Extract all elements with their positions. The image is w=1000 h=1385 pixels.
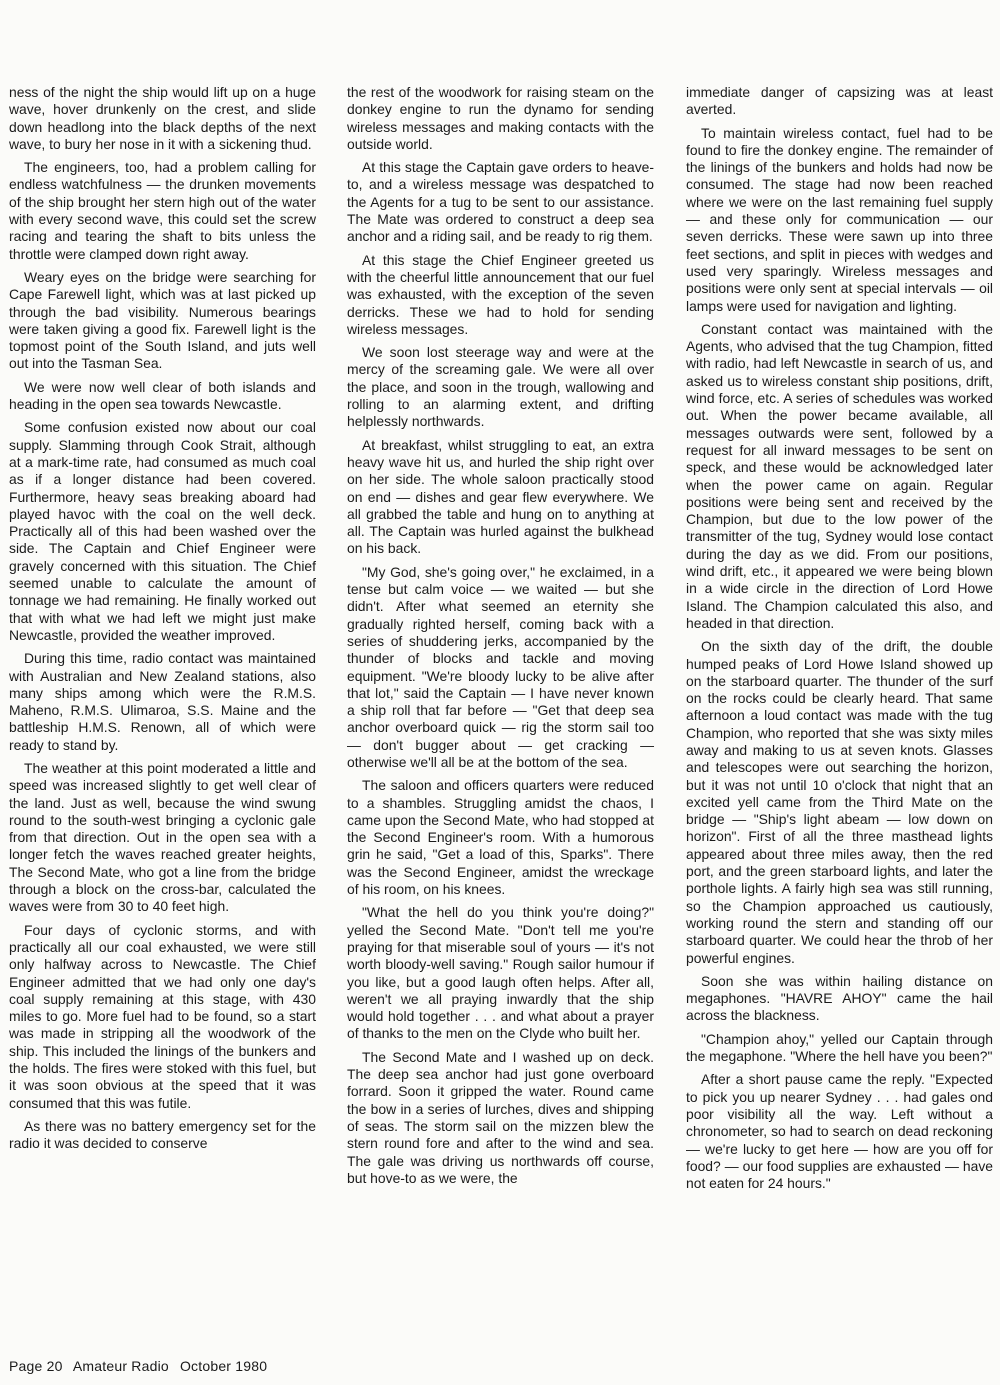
- paragraph: "What the hell do you think you're doing?" yelled the Second Mate. "Don't tell me you're praying for that miserable soul of yours — it's not worth bloody-well saving." Rough sailor humour if you like, but a good laugh often helps. After all, weren't we all praying inwardly that the ship would hold together . . . and what about a prayer of thanks to the men on the Clyde who built her.: [347, 904, 654, 1042]
- paragraph: To maintain wireless contact, fuel had to be found to fire the donkey engine. The remainder of the linings of the bunkers and holds had now be consumed. The stage had now been reached where we were on the last remaining fuel supply — and these only for communication — our seven derricks. These were sawn up into three feet sections, and split in pieces with wedges and used very sparingly. Wireless messages and positions were only sent at special intervals — oil lamps were used for navigation and lighting.: [686, 124, 993, 314]
- paragraph: At breakfast, whilst struggling to eat, an extra heavy wave hit us, and hurled the ship right over on her side. The whole saloon practically stood on end — dishes and gear flew everywhere. We all grabbed the table and hung on to anything at all. The Captain was hurled against the bulkhead on his back.: [347, 436, 654, 557]
- text-column-2: [347, 84, 654, 1193]
- paragraph: During this time, radio contact was maintained with Australian and New Zealand stations, also many ships among which were the R.M.S. Maheno, R.M.S. Ulimaroa, S.S. Maine and the battleship H.M.S. Renown, all of which were ready to stand by.: [9, 650, 316, 753]
- paragraph: As there was no battery emergency set for the radio it was decided to conserve: [9, 1117, 316, 1152]
- paragraph: The engineers, too, had a problem calling for endless watchfulness — the drunken movements of the ship brought her stern high out of the water with every second wave, this could set the screw racing and tearing the shaft to bits unless the throttle were clamped down right away.: [9, 159, 316, 262]
- paragraph: The saloon and officers quarters were reduced to a shambles. Struggling amidst the chaos, I came upon the Second Mate, who had stopped at the Second Engineer's room. With a humorous grin he said, "Get a load of this, Sparks". There was the Second Engineer, amidst the wreckage of his room, on his knees.: [347, 777, 654, 898]
- paragraph: the rest of the woodwork for raising steam on the donkey engine to run the dynamo for sending wireless messages and making contacts with the outside world.: [347, 84, 654, 152]
- paragraph: At this stage the Captain gave orders to heave-to, and a wireless message was despatched to the Agents for a tug to be sent to our assistance. The Mate was ordered to construct a deep sea anchor and a riding sail, and be ready to rig them.: [347, 159, 654, 245]
- paragraph: Soon she was within hailing distance on megaphones. "HAVRE AHOY" came the hail across the blackness.: [686, 972, 993, 1024]
- paragraph: Four days of cyclonic storms, and with practically all our coal exhausted, we were still only halfway across to Newcastle. The Chief Engineer admitted that we had only one day's coal supply remaining at this stage, with 430 miles to go. More fuel had to be found, so a start was made in stripping all the woodwork of the ship. This included the linings of the bunkers and the holds. The fires were stoked with this fuel, but it was soon obvious at the speed that it was consumed that this was futile.: [9, 921, 316, 1111]
- paragraph: Some confusion existed now about our coal supply. Slamming through Cook Strait, although at a mark-time rate, had consumed as much coal as if a longer distance had been covered. Furthermore, heavy seas breaking aboard had played havoc with the coal on the well deck. Practically all of this had been washed over the side. The Captain and Chief Engineer were gravely concerned with this situation. The Chief seemed unable to calculate the amount of tonnage we had remaining. He finally worked out that with what we had left we might just make Newcastle, provided the weather improved.: [9, 419, 316, 643]
- text-column-1: [9, 84, 316, 1159]
- paragraph: "My God, she's going over," he exclaimed, in a tense but calm voice — we waited — but she didn't. After what seemed an eternity she gradually righted herself, coming back with a series of shuddering jerks, accompanied by the thunder of blocks and tackle and moving equipment. "We're bloody lucky to be alive after that lot," said the Captain — I have never known a ship roll that far before — "Get that deep sea anchor overboard quick — rig the storm sail too — don't bugger about — get cracking — otherwise we'll all be at the bottom of the sea.: [347, 563, 654, 770]
- page-footer: [9, 1357, 274, 1375]
- paragraph: Constant contact was maintained with the Agents, who advised that the tug Champion, fitted with radio, had left Newcastle in search of us, and asked us to wireless constant ship positions, drift, wind force, etc. A series of schedules was worked out. When the power became available, all messages outwards were sent, followed by a request for all inward messages to be sent on speck, and these would be acknowledged later when the power came on again. Regular positions were being sent and received by the Champion, but due to the low power of the transmitter of the tug, Sydney would lose contact during the day as we did. From our positions, wind drift, etc., it appeared we were being blown in a wide circle in the direction of Lord Howe Island. The Champion calculated this also, and headed in that direction.: [686, 320, 993, 631]
- paragraph: After a short pause came the reply. "Expected to pick you up nearer Sydney . . . had gales ond poor visibility all the way. Left without a chronometer, so had to search on dead reckoning — we're lucky to get here — how are you off for food? — our food supplies are exhausted — have not eaten for 24 hours.": [686, 1071, 993, 1192]
- paragraph: Weary eyes on the bridge were searching for Cape Farewell light, which was at last picked up through the bad visibility. Numerous bearings were taken giving a good fix. Farewell light is the topmost point of the South Island, and juts well out into the Tasman Sea.: [9, 268, 316, 372]
- paragraph: We were now well clear of both islands and heading in the open sea towards Newcastle.: [9, 378, 316, 413]
- magazine-name: Amateur Radio: [72, 1358, 169, 1374]
- issue-date: October 1980: [179, 1358, 268, 1374]
- page-number: Page 20: [9, 1358, 63, 1374]
- paragraph: At this stage the Chief Engineer greeted us with the cheerful little announcement that our fuel was exhausted, with the exception of the seven derricks. These we had to hold for sending wireless messages.: [347, 251, 654, 337]
- paragraph: The Second Mate and I washed up on deck. The deep sea anchor had just gone overboard forrard. Soon it gripped the water. Round came the bow in a series of lurches, dives and shipping of seas. The storm sail on the mizzen blew the stern round fore and after to the wind and sea. The gale was driving us northwards off course, but hove-to as we were, the: [347, 1048, 654, 1186]
- text-column-3: [686, 84, 993, 1198]
- paragraph: immediate danger of capsizing was at least averted.: [686, 84, 993, 118]
- paragraph: "Champion ahoy," yelled our Captain through the megaphone. "Where the hell have you been?": [686, 1030, 993, 1065]
- paragraph: ness of the night the ship would lift up on a huge wave, hover drunkenly on the crest, and slide down headlong into the black depths of the next wave, to bury her nose in it with a sickening thud.: [9, 84, 316, 152]
- paragraph: We soon lost steerage way and were at the mercy of the screaming gale. We were all over the place, and soon in the trough, wallowing and rolling to an alarming extent, and drifting helplessly northwards.: [347, 344, 654, 430]
- paragraph: The weather at this point moderated a little and speed was increased slightly to get well clear of the land. Just as well, because the wind swung round to the south-west bringing a cyclonic gale from that direction. Out in the open sea with a longer fetch the waves reached greater heights, The Second Mate, who got a line from the bridge through a block on the cross-bar, calculated the waves were from 30 to 40 feet high.: [9, 759, 316, 915]
- paragraph: On the sixth day of the drift, the double humped peaks of Lord Howe Island showed up on the starboard quarter. The thunder of the surf on the rocks could be clearly heard. That same afternoon a loud contact was made with the tug Champion, who reported that she was sixty miles away and making to us at seven knots. Glasses and telescopes were out searching the horizon, but it was not until 10 o'clock that night that an excited yell came from the Third Mate on the bridge — "Ship's light abeam — low down on horizon". First of all the three masthead lights appeared about three miles away, then the red port, and the green starboard lights, and later the porthole lights. A fairly high sea was still running, so the Champion approached us cautiously, working round the stern and standing off our starboard quarter. We could hear the throb of her powerful engines.: [686, 638, 993, 966]
